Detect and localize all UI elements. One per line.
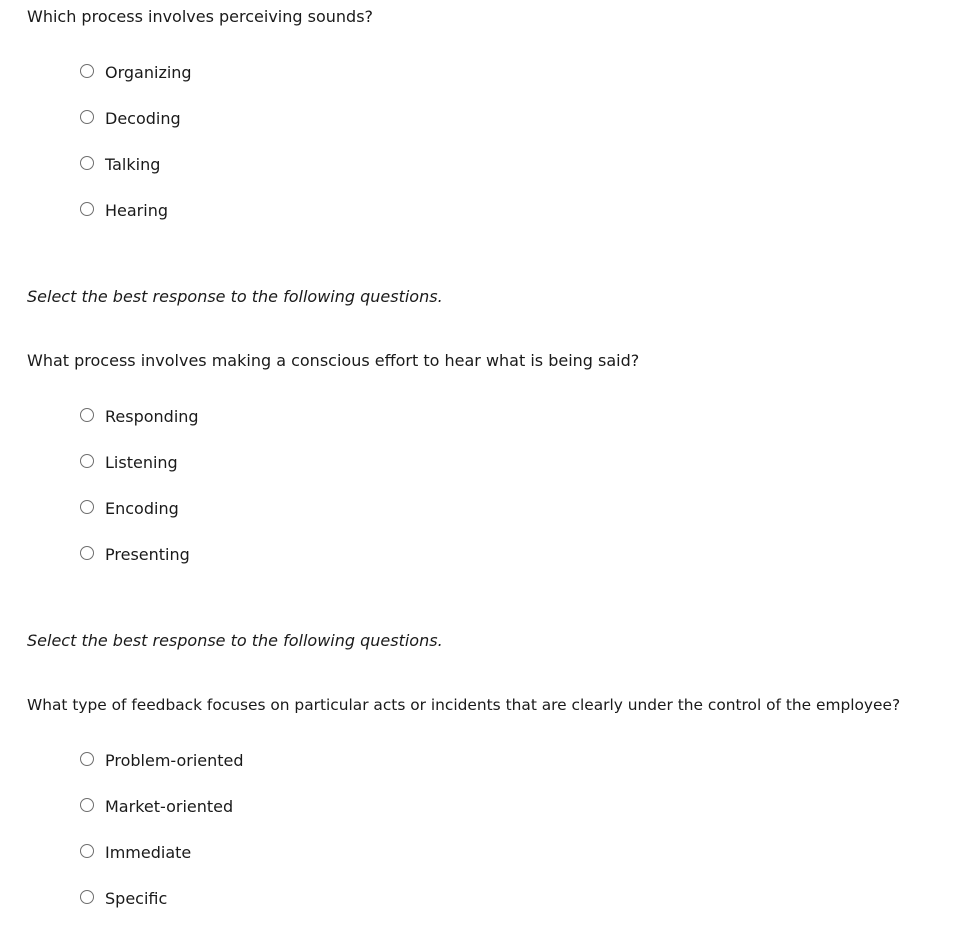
option-hearing[interactable] (80, 186, 192, 232)
radio-button[interactable] (80, 408, 94, 422)
question-3-instruction: Select the best response to the following questions. (27, 631, 443, 650)
option-label: Market-oriented (105, 797, 234, 816)
option-encoding[interactable] (80, 484, 199, 530)
option-talking[interactable] (80, 140, 192, 186)
question-1-text: Which process involves perceiving sounds? (27, 7, 374, 26)
option-immediate[interactable] (80, 828, 244, 874)
radio-button[interactable] (80, 454, 94, 468)
option-label: Responding (105, 407, 199, 426)
option-problem-oriented[interactable] (80, 736, 244, 782)
option-listening[interactable] (80, 438, 199, 484)
question-2-options (80, 392, 199, 576)
radio-button[interactable] (80, 844, 94, 858)
option-label: Listening (105, 453, 178, 472)
radio-button[interactable] (80, 110, 94, 124)
question-2-text: What process involves making a conscious effort to hear what is being said? (27, 351, 640, 370)
radio-button[interactable] (80, 202, 94, 216)
option-label: Immediate (105, 843, 192, 862)
radio-button[interactable] (80, 890, 94, 904)
radio-button[interactable] (80, 752, 94, 766)
radio-button[interactable] (80, 546, 94, 560)
option-label: Problem-oriented (105, 751, 244, 770)
option-label: Talking (105, 155, 161, 174)
option-label: Decoding (105, 109, 181, 128)
option-market-oriented[interactable] (80, 782, 244, 828)
radio-button[interactable] (80, 64, 94, 78)
radio-button[interactable] (80, 798, 94, 812)
question-3-options (80, 736, 244, 920)
option-label: Encoding (105, 499, 179, 518)
radio-button[interactable] (80, 156, 94, 170)
option-label: Organizing (105, 63, 192, 82)
option-decoding[interactable] (80, 94, 192, 140)
option-responding[interactable] (80, 392, 199, 438)
option-label: Presenting (105, 545, 190, 564)
option-presenting[interactable] (80, 530, 199, 576)
question-2-instruction: Select the best response to the following questions. (27, 287, 443, 306)
question-1-options (80, 48, 192, 232)
option-organizing[interactable] (80, 48, 192, 94)
option-label: Specific (105, 889, 168, 908)
question-3-text: What type of feedback focuses on particular acts or incidents that are clearly under the control of the employee? (27, 696, 901, 714)
radio-button[interactable] (80, 500, 94, 514)
option-label: Hearing (105, 201, 168, 220)
option-specific[interactable] (80, 874, 244, 920)
